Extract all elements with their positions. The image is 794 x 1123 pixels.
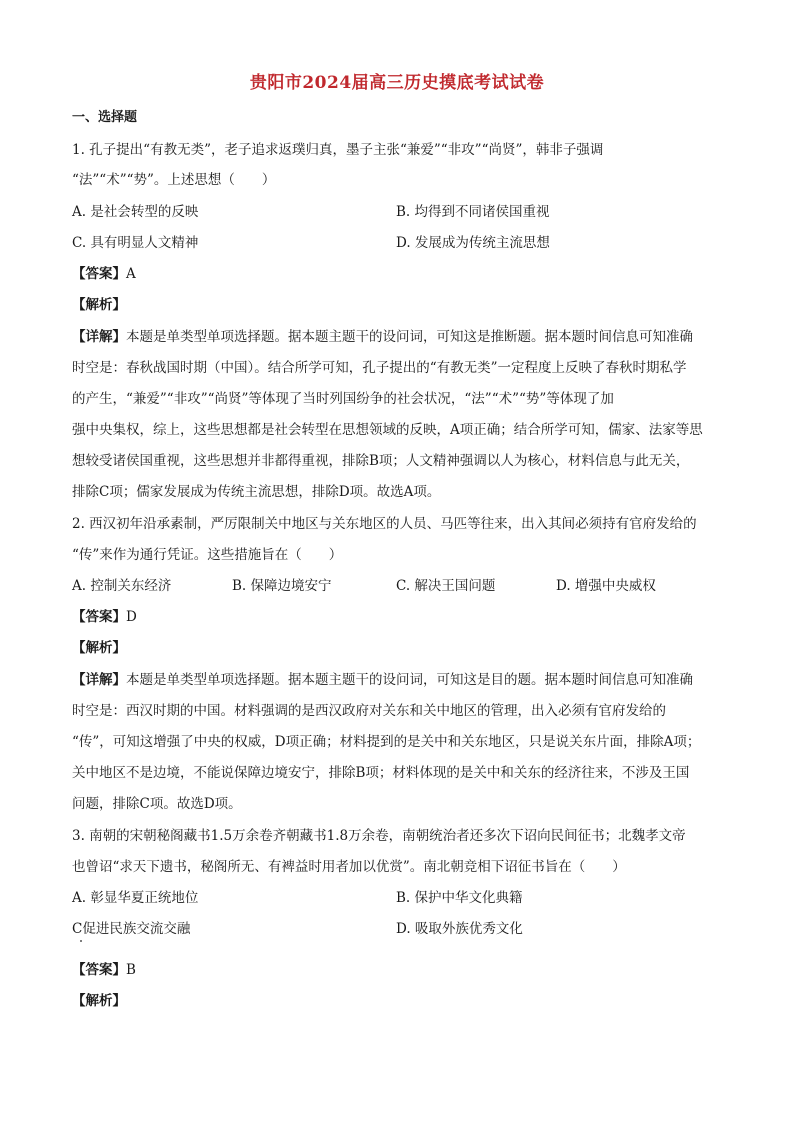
q2-option-d: D. 增强中央威权 (556, 578, 656, 594)
q1-option-d: D. 发展成为传统主流思想 (396, 235, 550, 251)
answer-value: B (126, 962, 136, 978)
q2-detail-line-4: 关中地区不是边境，不能说保障边境安宁，排除B项；材料体现的是关中和关东的经济往来，不涉及王国 (72, 765, 690, 781)
q1-detail-line-3: 的产生，“兼爱”“非攻”“尚贤”等体现了当时列国纷争的社会状况，“法”“术”“势”等体现了加 (72, 391, 614, 407)
q2-option-a: A. 控制关东经济 (72, 578, 172, 594)
q3-option-c: C促进民族交流交融 (72, 921, 191, 937)
q2-detail-line-1 (72, 670, 693, 690)
q2-stem-line-1: 2. 西汉初年沿承素制，严厉限制关中地区与关东地区的人员、马匹等往来，出入其间必须持有官府发给的 (72, 516, 697, 532)
detail-tag: 【详解】 (72, 672, 126, 688)
q1-stem-line-2: “法”“术”“势”。上述思想（ ） (72, 172, 276, 188)
detail-text: 本题是单类型单项选择题。据本题主题干的设问词，可知这是目的题。据本题时间信息可知准确 (126, 672, 693, 688)
q2-answer (72, 607, 137, 627)
page-title: 贵阳市2024届高三历史摸底考试试卷 (249, 73, 545, 93)
q1-answer (72, 264, 136, 284)
answer-tag: 【答案】 (72, 266, 126, 282)
answer-value: D (126, 609, 137, 625)
q3-analysis-tag: 【解析】 (72, 993, 126, 1009)
q1-detail-line-5: 想较受诸侯国重视，这些思想并非都得重视，排除B项；人文精神强调以人为核心，材料信息与此无关， (72, 453, 690, 469)
q1-analysis-tag: 【解析】 (72, 297, 126, 313)
q1-detail-line-1 (72, 327, 693, 347)
q2-stem-line-2: “传”来作为通行凭证。这些措施旨在（ ） (72, 547, 343, 563)
q2-option-b: B. 保障边境安宁 (232, 578, 332, 594)
q2-detail-line-5: 问题，排除C项。故选D项。 (72, 796, 242, 812)
q3-option-a: A. 彰显华夏正统地位 (72, 890, 199, 906)
q1-option-c: C. 具有明显人文精神 (72, 235, 199, 251)
answer-tag: 【答案】 (72, 962, 126, 978)
section-heading: 一、选择题 (72, 110, 138, 125)
q2-option-c: C. 解决王国问题 (396, 578, 496, 594)
q1-detail-line-4: 强中央集权，综上，这些思想都是社会转型在思想领域的反映，A项正确；结合所学可知，儒家、法家等思 (72, 422, 703, 438)
q3-option-d: D. 吸取外族优秀文化 (396, 921, 523, 937)
q2-analysis-tag: 【解析】 (72, 640, 126, 656)
stray-mark (80, 940, 82, 942)
q3-option-b: B. 保护中华文化典籍 (396, 890, 523, 906)
q3-stem-line-2: 也曾诏“求天下遗书，秘阁所无、有裨益时用者加以优赏”。南北朝竞相下诏征书旨在（ ） (72, 859, 626, 875)
answer-value: A (126, 266, 136, 282)
q1-stem-line-1: 1. 孔子提出“有教无类”，老子追求返璞归真，墨子主张“兼爱”“非攻”“尚贤”，韩非子强调 (72, 142, 604, 158)
q1-option-b: B. 均得到不同诸侯国重视 (396, 204, 550, 220)
q2-detail-line-3: “传”，可知这增强了中央的权威，D项正确；材料提到的是关中和关东地区，只是说关东片面，排除A项； (72, 734, 701, 750)
q3-answer (72, 960, 136, 980)
q3-stem-line-1: 3. 南朝的宋朝秘阁藏书1.5万余卷齐朝藏书1.8万余卷，南朝统治者还多次下诏向民间征书；北魏孝文帝 (72, 828, 686, 844)
answer-tag: 【答案】 (72, 609, 126, 625)
q2-detail-line-2: 时空是：西汉时期的中国。材料强调的是西汉政府对关东和关中地区的管理，出入必须有官府发给的 (72, 703, 666, 719)
q1-detail-line-6: 排除C项；儒家发展成为传统主流思想，排除D项。故选A项。 (72, 484, 441, 500)
q1-option-a: A. 是社会转型的反映 (72, 204, 199, 220)
q1-detail-line-2: 时空是：春秋战国时期（中国）。结合所学可知，孔子提出的“有教无类”一定程度上反映了春秋时期私学 (72, 360, 687, 376)
detail-text: 本题是单类型单项选择题。据本题主题干的设问词，可知这是推断题。据本题时间信息可知准确 (126, 329, 693, 345)
detail-tag: 【详解】 (72, 329, 126, 345)
